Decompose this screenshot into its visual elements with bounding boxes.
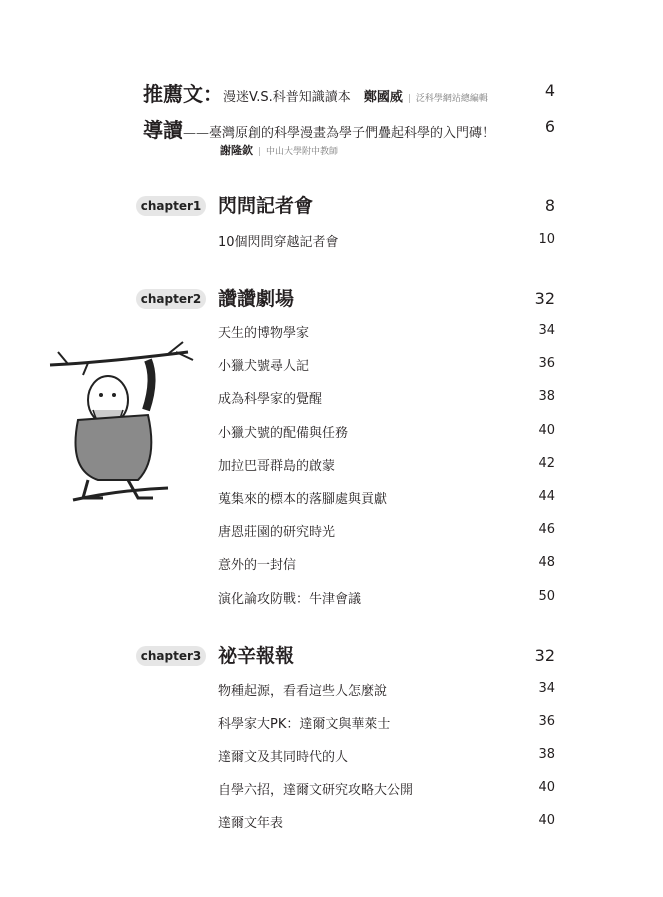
- chapter-title: 讚讚劇場: [218, 288, 295, 310]
- guide-page: 6: [544, 117, 555, 136]
- toc-item-title: 小獵犬號尋人記: [218, 359, 310, 374]
- toc-item-page: 46: [538, 522, 555, 537]
- toc-item-title: 蒐集來的標本的落腳處與貢獻: [218, 492, 388, 507]
- toc-item[interactable]: [0, 229, 663, 253]
- toc-item[interactable]: [0, 519, 663, 543]
- toc-item-title: 小獵犬號的配備與任務: [218, 426, 349, 441]
- toc-item-page: 50: [538, 589, 555, 604]
- toc-item-page: 38: [538, 389, 555, 404]
- toc-item-title: 10個閃問穿越記者會: [218, 235, 339, 250]
- preface-title: 漫迷V.S.科普知識讀本: [223, 90, 351, 105]
- toc-item-page: 10: [538, 232, 555, 247]
- toc-item-title: 達爾文年表: [218, 816, 284, 831]
- chapter-page: 32: [534, 646, 555, 665]
- toc-item-title: 加拉巴哥群島的啟蒙: [218, 459, 336, 474]
- darwin-ape-illustration: [48, 340, 198, 510]
- guide-label: 導讀: [143, 118, 183, 142]
- toc-item-page: 34: [538, 681, 555, 696]
- divider: |: [258, 147, 262, 157]
- toc-item[interactable]: [0, 777, 663, 801]
- chapter-tag: chapter1: [136, 196, 206, 216]
- toc-item-title: 意外的一封信: [218, 558, 297, 573]
- preface-label: 推薦文：: [143, 82, 223, 106]
- toc-item[interactable]: [0, 744, 663, 768]
- chapter-tag: chapter2: [136, 289, 206, 309]
- guide-author-role: 中山大學附中教師: [266, 147, 339, 157]
- chapter-heading[interactable]: [0, 287, 663, 311]
- toc-item-page: 40: [538, 813, 555, 828]
- toc-item-page: 40: [538, 780, 555, 795]
- chapter-page: 32: [534, 289, 555, 308]
- toc-item-title: 達爾文及其同時代的人: [218, 750, 349, 765]
- chapter-heading[interactable]: [0, 644, 663, 668]
- toc-item-page: 42: [538, 456, 555, 471]
- toc-item[interactable]: [0, 678, 663, 702]
- toc-item-page: 48: [538, 555, 555, 570]
- toc-item-page: 44: [538, 489, 555, 504]
- toc-item-title: 天生的博物學家: [218, 326, 310, 341]
- toc-item-title: 物種起源，看看這些人怎麼說: [218, 684, 388, 699]
- chapter-heading[interactable]: [0, 194, 663, 218]
- toc-item-title: 成為科學家的覺醒: [218, 392, 323, 407]
- toc-item-page: 36: [538, 714, 555, 729]
- toc-item-title: 自學六招，達爾文研究攻略大公開: [218, 783, 414, 798]
- toc-item-page: 34: [538, 323, 555, 338]
- guide-dash: ——: [183, 126, 209, 141]
- toc-item[interactable]: [0, 711, 663, 735]
- toc-item-title: 科學家大PK：達爾文與華萊士: [218, 717, 391, 732]
- preface-author: 鄭國威: [363, 90, 403, 105]
- toc-item-page: 36: [538, 356, 555, 371]
- toc-item[interactable]: [0, 810, 663, 834]
- guide-title: 臺灣原創的科學漫畫為學子們疊起科學的入門磚！: [209, 126, 496, 141]
- chapter-title: 閃問記者會: [218, 195, 314, 217]
- toc-item-title: 唐恩莊園的研究時光: [218, 525, 336, 540]
- toc-item-title: 演化論攻防戰：牛津會議: [218, 592, 362, 607]
- toc-item[interactable]: [0, 552, 663, 576]
- toc-item-page: 40: [538, 423, 555, 438]
- toc-item[interactable]: [0, 586, 663, 610]
- preface-author-role: 泛科學網站總編輯: [415, 94, 488, 104]
- chapter-tag: chapter3: [136, 646, 206, 666]
- preface-page: 4: [544, 81, 555, 100]
- chapter-title: 祕辛報報: [218, 645, 295, 667]
- toc-item-page: 38: [538, 747, 555, 762]
- preface-entry[interactable]: [143, 78, 488, 107]
- divider: |: [407, 94, 411, 104]
- guide-author: 謝隆欽: [220, 144, 253, 157]
- chapter-page: 8: [544, 196, 555, 215]
